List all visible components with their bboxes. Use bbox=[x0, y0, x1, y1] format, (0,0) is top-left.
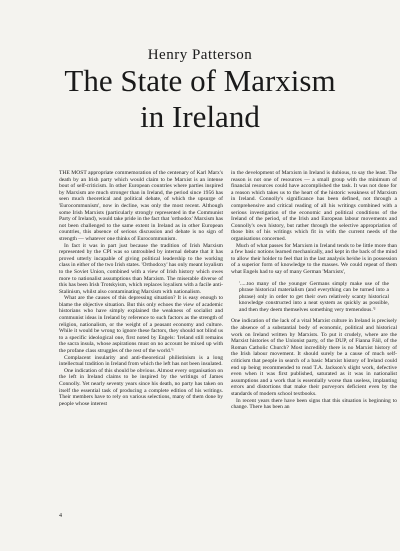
body-paragraph: THE MOST appropriate commemoration of the centenary of Karl Marx's death by an Irish party which would claim to be Marxist is an intense bout of self-criticism. In other European countries where parties inspired by Marxism are much stronger than in Ireland, the period since 1956 has seen much theoretical and political debate, of which the upsurge of 'Eurocommunism', now in decline, was only the most recent. Although some Irish Marxists (particularly strongly represented in the Communist Party of Ireland), would take pride in the fact that 'orthodox' Marxism has not been challenged to the same extent in Ireland as in other European countries, this absence of serious discussion and debate is no sign of strength — whatever one thinks of Eurocommunism. bbox=[59, 170, 223, 242]
body-paragraph: In recent years there have been signs that this situation is beginning to change. There has been an bbox=[231, 397, 397, 411]
left-column bbox=[59, 170, 223, 407]
title-line-2: in Ireland bbox=[140, 99, 260, 134]
title-line-1: The State of Marxism bbox=[64, 63, 336, 98]
body-paragraph: One indication of this should be obvious. Almost every organisation on the left in Ireland claims to be inspired by the writings of James Connolly. Yet nearly seventy years since his death, no party has taken on itself the essential task of producing a complete edition of his writings. Their members have to rely on various selections, many of them done by people whose interest bbox=[59, 367, 223, 407]
body-paragraph: Complacent insularity and anti-theoretical philistinism is a long intellectual tradition in Ireland from which the left has not been insulated. bbox=[59, 354, 223, 368]
body-paragraph: What are the causes of this depressing situation? It is easy enough to blame the objective situation. But this only echoes the view of academic historians who have simply explained the weakness of socialist and communist ideas in Ireland by reference to such factors as the strength of religion, nationalism, or the weight of a peasant economy and culture. While it would be wrong to ignore these factors, they should not blind us to a specific ideological one, first noted by Engels: 'Ireland still remains the sacra insula, whose aspirations must on no account be mixed up with the profane class struggles of the rest of the world.'¹ bbox=[59, 295, 223, 355]
body-paragraph: One indication of the lack of a vital Marxist culture in Ireland is precisely the absence of a substantial body of economic, political and historical work on Ireland written by Marxists. To put it crudely, where are the Marxist histories of the Unionist party, of the DUP, of Fianna Fáil, of the Roman Catholic Church? Most incredibly there is no Marxist history of the Irish labour movement. It should surely be a cause of much self-criticism that people in search of a basic Marxist history of Ireland could end up being recommended to read T.A. Jackson's slight work, defective even when it was first published, saturated as it was in nationalist assumptions and a work that is essentially worse than useless, implanting errors and distortions that make their purveyors deficient even by the standards of modern school textbooks. bbox=[231, 318, 397, 397]
article-author: Henry Patterson bbox=[147, 47, 253, 63]
page-number: 4 bbox=[59, 513, 62, 519]
block-quote: '.....too many of the younger Germans simply make use of the phrase historical materialism (and everything can be turned into a phrase) only in order to get their own relatively scanty historical knowledge constructed into a neat system as quickly as possible, and then they deem themselves something very tremendous.'² bbox=[239, 280, 389, 313]
right-column bbox=[231, 170, 397, 411]
body-paragraph: in the development of Marxism in Ireland is dubious, to say the least. The reason is not one of resources — a small group with the minimum of financial resources could have accomplished the task. It was not done for a reason which takes us to the heart of the historic weakness of Marxism in Ireland. Connolly's significance has been defined, not through a comprehensive and critical reading of all his writings combined with a serious investigation of the economic and political conditions of the Ireland of the period, of the Irish and European labour movements and Connolly's own history, but rather through the selective appropriation of those bits of his writings which fit in with the current needs of the organisations concerned. bbox=[231, 170, 397, 242]
body-paragraph: In fact it was in part just because the tradition of Irish Marxism represented by the CPI was so untroubled by internal debate that it has proved utterly incapable of giving political leadership to the working class in either of the two Irish states. 'Orthodoxy' has only meant loyalism to the Soviet Union, combined with a view of Irish history which owes more to nationalist assumptions than Marxism. The miserable diverse of this has been Irish Trotskyism, which replaces loyalism with a facile anti-Stalinism, whilst also contaminating Marxism with nationalism. bbox=[59, 242, 223, 295]
article-title bbox=[0, 63, 400, 135]
body-paragraph: Much of what passes for Marxism in Ireland tends to be little more than a few basic notions learned mechanically, and kept in the back of the mind to allow their holder to feel that in the last analysis he/she is in possession of a superior form of knowledge to the masses. We could repeat of them what Engels had to say of many German 'Marxists', bbox=[231, 242, 397, 275]
